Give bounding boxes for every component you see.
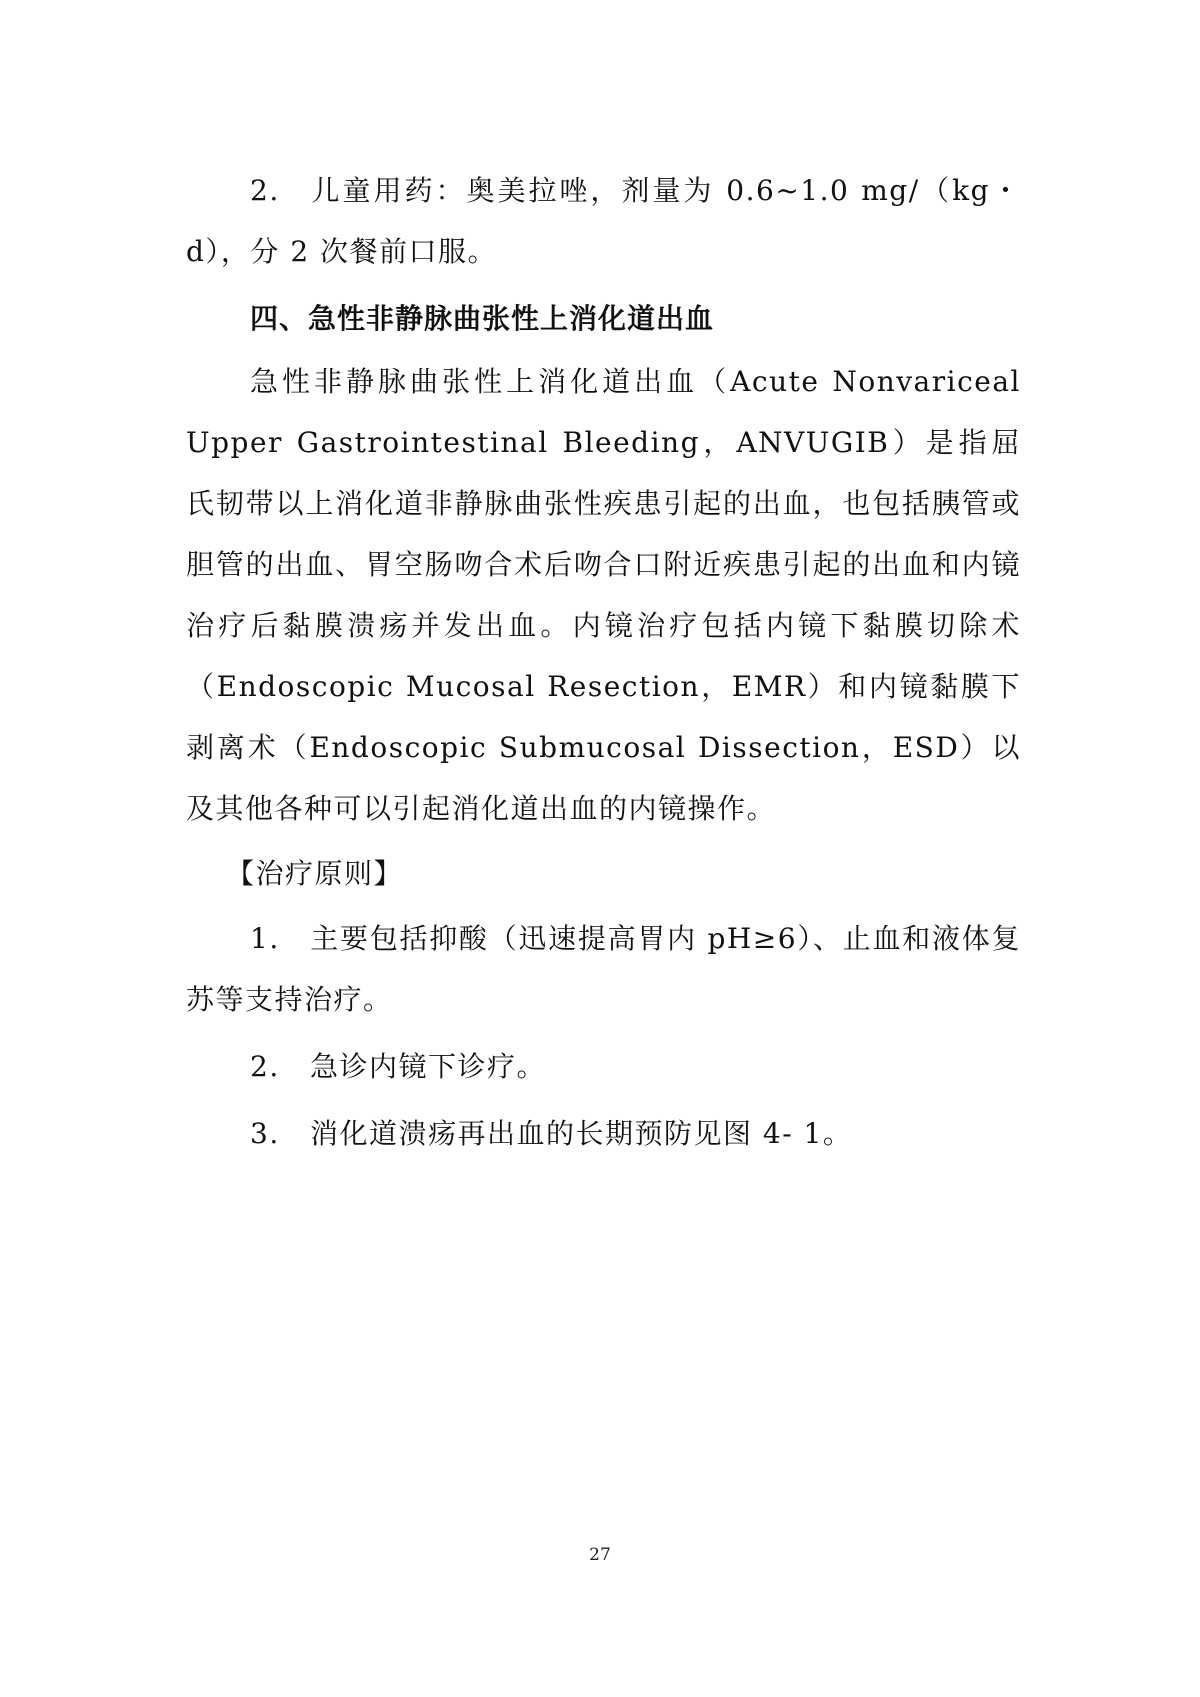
treatment-principles-label: 【治疗原则】 (226, 857, 404, 890)
list-item (186, 1036, 1021, 1097)
section-heading: 四、急性非静脉曲张性上消化道出血 (250, 302, 715, 335)
list-item-text: 儿童用药：奥美拉唑，剂量为 0.6~1.0 mg/（kg・d），分 2 次餐前口服。 (186, 174, 1021, 268)
list-item-text: 主要包括抑酸（迅速提高胃内 pH≥6）、止血和液体复苏等支持治疗。 (186, 922, 1021, 1016)
list-item-number: 1. (250, 922, 280, 955)
page-number: 27 (589, 1545, 611, 1565)
list-item-number: 3. (250, 1117, 280, 1150)
list-item-number: 2. (250, 174, 280, 207)
page-content (186, 160, 1021, 1170)
list-item-text: 消化道溃疡再出血的长期预防见图 4- 1。 (310, 1117, 853, 1150)
section-intro-paragraph: 急性非静脉曲张性上消化道出血（Acute Nonvariceal Upper Gastrointestinal Bleeding，ANVUGIB）是指屈氏韧带以上消化道非静脉曲张性疾患引起的出血，也包括胰管或胆管的出血、胃空肠吻合术后吻合口附近疾患引起的出血和内镜治疗后黏膜溃疡并发出血。内镜治疗包括内镜下黏膜切除术（Endoscopic Mucosal Resection，EMR）和内镜黏膜下剥离术（Endoscopic Submucosal Dissection，ESD）以及其他各种可以引起消化道出血的内镜操作。 (186, 365, 1021, 825)
list-item (186, 160, 1021, 282)
list-item-number: 2. (250, 1050, 280, 1083)
list-item (186, 908, 1021, 1030)
list-item-text: 急诊内镜下诊疗。 (310, 1050, 547, 1083)
list-item (186, 1103, 1021, 1164)
